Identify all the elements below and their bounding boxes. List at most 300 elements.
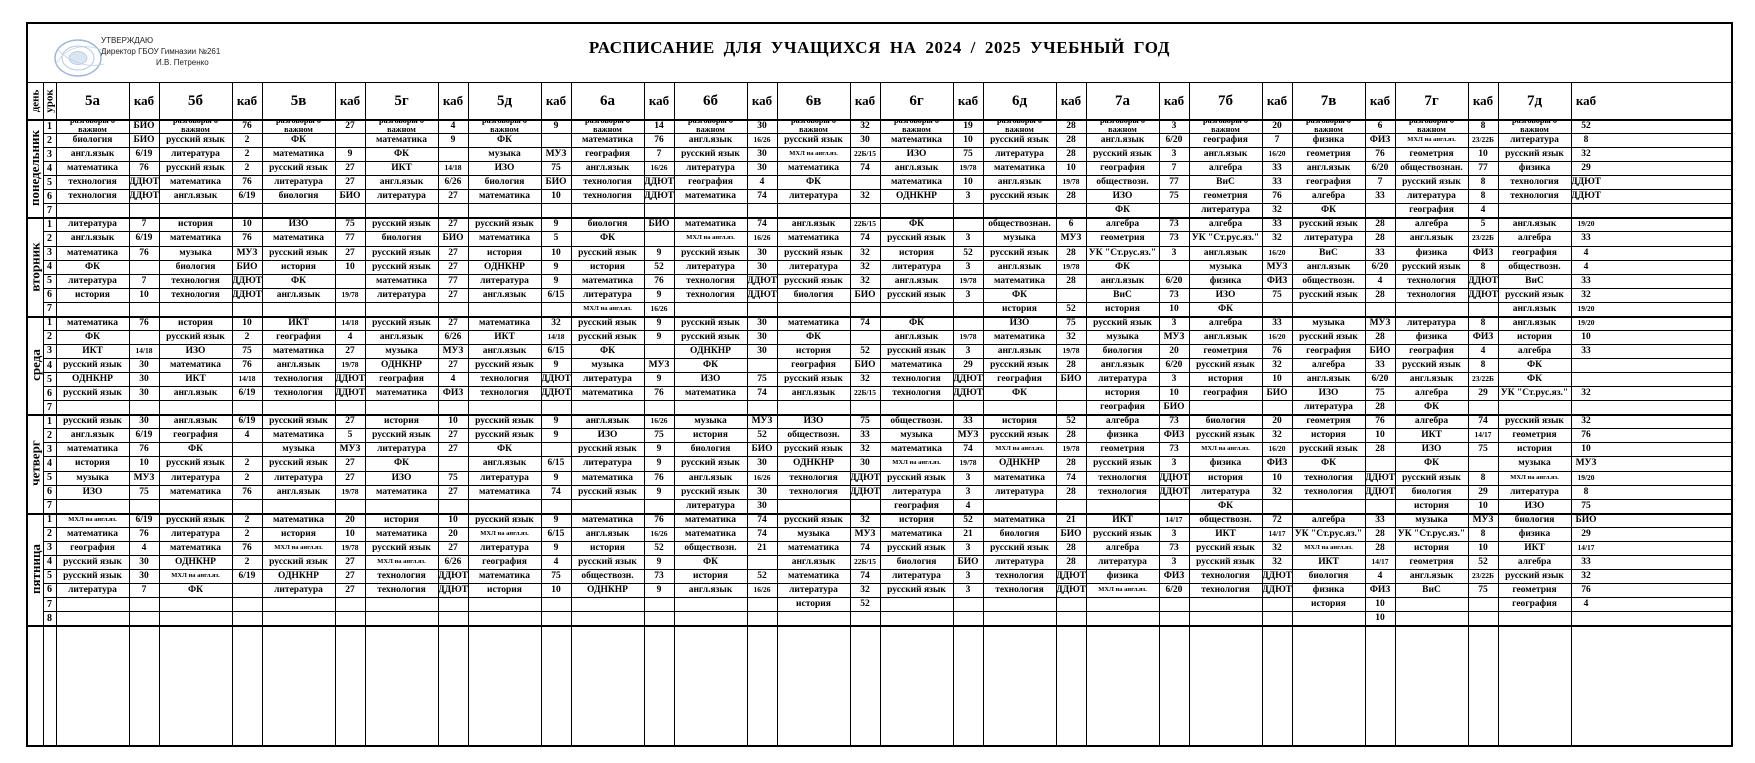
lesson-cabinet: 19/78 [959,458,977,468]
lesson-subject: история [1311,430,1346,441]
lesson-cabinet: 30 [139,374,149,385]
lesson-subject: русский язык [475,430,534,441]
lesson-cabinet: 73 [654,570,664,581]
lesson-cabinet: 10 [139,289,149,300]
lesson-cabinet: 23/22Б [1471,135,1495,145]
lesson-cabinet: 10 [448,416,458,427]
lesson-subject: англ.язык [894,275,939,286]
lesson-subject: ИЗО [1215,289,1236,300]
lesson-cabinet: 6 [1068,219,1074,230]
lesson-subject: музыка [1312,317,1345,328]
lesson-subject: русский язык [681,458,740,469]
lesson-subject: физика [1106,430,1139,441]
lesson-cabinet: 6/20 [1371,261,1389,272]
lesson-subject: англ.язык [894,163,939,174]
grid-hline [43,302,1731,303]
lesson-subject: англ.язык [70,430,115,441]
lesson-cabinet: 75 [1581,500,1591,511]
lesson-subject: ФК [908,219,925,230]
lesson-cabinet: ДДЮТ [232,289,262,300]
lesson-cabinet: 29 [1478,486,1488,497]
lesson-cabinet: 2 [244,528,250,539]
lesson-cabinet: 10 [345,261,355,272]
lesson-subject: литература [686,261,735,272]
lesson-cabinet: БИО [854,360,876,371]
class-header-7д: 7д [1526,92,1543,109]
lesson-cabinet: 76 [242,177,252,188]
lesson-subject: англ.язык [894,331,939,342]
lesson-cabinet: 33 [963,416,973,427]
lesson-cabinet: 76 [1272,345,1282,356]
lesson-subject: математика [273,149,324,160]
lesson-cabinet: 27 [448,430,458,441]
lesson-cabinet: 9 [656,556,662,567]
lesson-cabinet: 30 [757,345,767,356]
lesson-cabinet: 74 [860,233,870,244]
lesson-cabinet: 10 [1478,542,1488,553]
lesson-cabinet: 73 [1169,444,1179,455]
lesson-cabinet: БИО [1266,388,1288,399]
lesson-cabinet: 28 [1375,289,1385,300]
lesson-cabinet: 28 [1066,149,1076,160]
lesson-cabinet: 9 [656,289,662,300]
lesson-subject: география [1203,388,1248,399]
lesson-cabinet: 74 [1066,472,1076,483]
lesson-cabinet: 6/19 [135,430,153,441]
lesson-cabinet: 16/26 [650,528,668,538]
lesson-subject: разговоры о важном [791,119,836,134]
lesson-subject: разговоры о важном [894,119,939,134]
lesson-subject: алгебра [1414,388,1449,399]
lesson-subject: обществозн. [1199,514,1252,525]
lesson-subject: технология [274,388,323,399]
lesson-subject: русский язык [1196,360,1255,371]
lesson-subject: англ.язык [791,556,836,567]
lesson-subject: алгебра [1414,219,1449,230]
lesson-subject: ИЗО [185,345,206,356]
lesson-subject: ФК [702,360,719,371]
lesson-subject: русский язык [372,317,431,328]
lesson-cabinet: 30 [757,149,767,160]
lesson-subject: литература [171,472,220,483]
lesson-subject: математика [788,233,839,244]
lesson-cabinet: 4 [1480,345,1486,356]
day-label-5: пятница [27,543,43,594]
lesson-cabinet: 16/26 [650,303,668,313]
lesson-subject: математика [170,542,221,553]
lesson-cabinet: 14/18 [135,345,153,355]
lesson-cabinet: 10 [1272,374,1282,385]
schedule-table [28,83,1731,745]
lesson-cabinet: 32 [860,247,870,258]
lesson-cabinet: ДДЮТ [541,388,571,399]
lesson-subject: математика [994,472,1045,483]
lesson-subject: математика [994,163,1045,174]
lesson-cabinet: ФИЗ [1266,458,1288,469]
lesson-subject: литература [583,374,632,385]
lesson-cabinet: 7 [1377,177,1383,188]
lesson-cabinet: 10 [551,584,561,595]
lesson-cabinet: 75 [757,374,767,385]
lesson-subject: математика [788,570,839,581]
lesson-subject: МХЛ на англ.яз. [480,529,529,537]
lesson-cabinet: 76 [1272,191,1282,202]
lesson-subject: геометрия [1203,191,1248,202]
lesson-subject: музыка [900,430,933,441]
lesson-cabinet: ДДЮТ [1159,472,1189,483]
lesson-subject: ВиС [1319,247,1338,258]
lesson-cabinet: 20 [1272,121,1282,132]
day-label-3: среда [27,349,43,381]
lesson-cabinet: 9 [656,331,662,342]
lesson-cabinet: 9 [553,472,559,483]
lesson-cabinet: 7 [141,275,147,286]
lesson-cabinet: 33 [1272,317,1282,328]
lesson-cabinet: 3 [965,472,971,483]
lesson-subject: география [173,430,218,441]
lesson-cabinet: 19/20 [1577,303,1595,313]
lesson-cabinet: 4 [759,177,765,188]
lesson-cabinet: 29 [1478,388,1488,399]
lesson-cabinet: 27 [448,289,458,300]
lesson-subject: англ.язык [173,388,218,399]
lesson-subject: русский язык [681,247,740,258]
lesson-cabinet: 10 [448,514,458,525]
lesson-subject: ФК [1320,458,1337,469]
lesson-subject: ФК [84,261,101,272]
lesson-subject: история [178,219,213,230]
class-header-5г: 5г [394,92,409,109]
lesson-subject: технология [686,275,735,286]
lesson-number: 6 [47,486,52,498]
lesson-cabinet: 76 [654,514,664,525]
lesson-subject: русский язык [887,584,946,595]
lesson-subject: литература [377,444,426,455]
lesson-cabinet: 8 [1480,121,1486,132]
lesson-cabinet: 30 [139,360,149,371]
lesson-cabinet: 6/26 [444,177,462,188]
lesson-number: 3 [47,247,52,259]
lesson-cabinet: 6/19 [238,388,256,399]
lesson-subject: история [1414,500,1449,511]
lesson-cabinet: 6/26 [444,331,462,342]
lesson-subject: ФК [1114,261,1131,272]
lesson-subject: литература [1510,135,1559,146]
lesson-subject: ОДНКНР [896,191,937,202]
lesson-cabinet: 10 [139,458,149,469]
lesson-cabinet: 16/20 [1268,149,1286,159]
lesson-cabinet: 74 [860,542,870,553]
lesson-subject: МХЛ на англ.яз. [686,234,735,242]
lesson-subject: технология [171,275,220,286]
lesson-cabinet: 19/78 [1062,177,1080,187]
lesson-subject: русский язык [1196,556,1255,567]
lesson-number: 2 [47,528,52,540]
lesson-cabinet: 32 [860,514,870,525]
lesson-subject: математика [479,317,530,328]
lesson-cabinet: ДДЮТ [850,486,880,497]
cabinet-header: каб [133,93,155,108]
lesson-cabinet: 14/18 [238,374,256,384]
lesson-subject: математика [891,528,942,539]
lesson-cabinet: 9 [656,584,662,595]
lesson-cabinet: 75 [345,219,355,230]
lesson-cabinet: 27 [448,247,458,258]
lesson-subject: музыка [591,360,624,371]
lesson-subject: англ.язык [276,360,321,371]
lesson-cabinet: 9 [553,261,559,272]
lesson-cabinet: 30 [860,135,870,146]
lesson-subject: ФК [599,345,616,356]
lesson-subject: англ.язык [585,163,630,174]
lesson-cabinet: ДДЮТ [644,191,674,202]
lesson-subject: алгебра [1105,219,1140,230]
lesson-cabinet: 77 [345,233,355,244]
lesson-subject: русский язык [1402,261,1461,272]
lesson-cabinet: 10 [1581,331,1591,342]
lesson-subject: русский язык [372,219,431,230]
lesson-number: 3 [47,443,52,455]
lesson-subject: обществозн. [890,416,943,427]
lesson-cabinet: 7 [141,219,147,230]
lesson-cabinet: 30 [757,247,767,258]
lesson-subject: русский язык [578,486,637,497]
lesson-subject: ФК [1526,360,1543,371]
lesson-cabinet: 22Б/15 [853,556,877,566]
lesson-number: 7 [47,598,52,610]
lesson-cabinet: 74 [963,444,973,455]
lesson-cabinet: 75 [448,472,458,483]
lesson-cabinet: 6/15 [547,345,565,356]
lesson-cabinet: МУЗ [133,472,155,483]
lesson-subject: география [894,500,939,511]
lesson-cabinet: 4 [965,500,971,511]
lesson-subject: история [899,247,934,258]
lesson-subject: русский язык [63,556,122,567]
class-header-6г: 6г [909,92,924,109]
lesson-subject: литература [1201,486,1250,497]
lesson-cabinet: ДДЮТ [438,584,468,595]
lesson-subject: обществозн. [1508,261,1561,272]
lesson-subject: МХЛ на англ.яз. [789,150,838,158]
lesson-cabinet: 3 [965,289,971,300]
lesson-subject: МХЛ на англ.яз. [892,459,941,467]
lesson-cabinet: 14/17 [1268,528,1286,538]
lesson-subject: русский язык [63,416,122,427]
lesson-cabinet: МУЗ [1369,317,1391,328]
lesson-cabinet: 9 [656,374,662,385]
lesson-subject: англ.язык [1306,163,1351,174]
lesson-subject: ФК [1011,289,1028,300]
lesson-cabinet: 3 [965,233,971,244]
lesson-number: 1 [47,120,52,132]
lesson-cabinet: 9 [656,486,662,497]
lesson-cabinet: 16/20 [1268,331,1286,341]
lesson-subject: музыка [1415,514,1448,525]
lesson-subject: русский язык [887,289,946,300]
lesson-cabinet: БИО [545,177,567,188]
lesson-cabinet: 22Б/15 [853,219,877,229]
lesson-cabinet: 33 [1581,233,1591,244]
lesson-cabinet: 75 [139,486,149,497]
lesson-subject: литература [789,191,838,202]
lesson-subject: русский язык [887,542,946,553]
lesson-subject: география [1512,247,1557,258]
lesson-subject: англ.язык [1100,275,1145,286]
lesson-cabinet: ДДЮТ [232,275,262,286]
lesson-subject: технология [480,374,529,385]
lesson-subject: англ.язык [997,177,1042,188]
lesson-cabinet: 33 [860,430,870,441]
lesson-subject: разговоры о важном [173,119,218,134]
lesson-cabinet: 28 [1066,275,1076,286]
lesson-number: 2 [47,232,52,244]
lesson-cabinet: ФИЗ [1472,247,1494,258]
lesson-cabinet: МУЗ [1266,261,1288,272]
lesson-subject: русский язык [1196,430,1255,441]
lesson-subject: литература [377,191,426,202]
lesson-subject: англ.язык [379,177,424,188]
lesson-cabinet: 52 [1066,303,1076,314]
lesson-subject: биология [690,444,731,455]
lesson-subject: МХЛ на англ.яз. [171,571,220,579]
lesson-subject: русский язык [372,247,431,258]
day-label-2: вторник [27,242,43,292]
day-label-1: понедельник [27,130,43,207]
class-header-7в: 7в [1320,92,1337,109]
lesson-cabinet: 75 [1066,317,1076,328]
lesson-subject: литература [583,458,632,469]
lesson-cabinet: 32 [860,261,870,272]
lesson-subject: математика [170,486,221,497]
lesson-cabinet: 32 [860,121,870,132]
lesson-cabinet: 27 [345,570,355,581]
class-header-7а: 7а [1115,92,1130,109]
lesson-subject: физика [1312,135,1345,146]
lesson-subject: история [1311,599,1346,610]
lesson-subject: русский язык [887,233,946,244]
lesson-subject: история [281,261,316,272]
lesson-number: 6 [47,190,52,202]
lesson-subject: МХЛ на англ.яз. [68,515,117,523]
lesson-subject: биология [1514,514,1555,525]
lesson-cabinet: 33 [1272,177,1282,188]
lesson-subject: русский язык [784,374,843,385]
lesson-cabinet: 28 [1375,402,1385,413]
lesson-subject: русский язык [1402,472,1461,483]
lesson-cabinet: 32 [860,374,870,385]
lesson-subject: история [1105,388,1140,399]
lesson-subject: литература [789,261,838,272]
lesson-cabinet: 75 [1272,289,1282,300]
lesson-cabinet: 20 [345,514,355,525]
lesson-subject: технология [171,289,220,300]
lesson-subject: ФК [290,275,307,286]
lesson-cabinet: 9 [553,121,559,132]
lesson-cabinet: 27 [345,121,355,132]
lesson-number: 1 [47,317,52,329]
lesson-cabinet: 6/19 [238,191,256,202]
grid-hline [28,625,1731,627]
lesson-subject: музыка [1003,233,1036,244]
lesson-subject: ФК [290,135,307,146]
lesson-cabinet: 8 [1480,317,1486,328]
lesson-cabinet: 8 [1480,472,1486,483]
lesson-cabinet: 6/15 [547,289,565,300]
lesson-subject: математика [376,388,427,399]
day-label-4: четверг [27,440,43,487]
lesson-subject: математика [67,317,118,328]
lesson-subject: русский язык [166,331,225,342]
lesson-subject: англ.язык [482,458,527,469]
lesson-cabinet: 75 [551,163,561,174]
lesson-cabinet: 30 [139,556,149,567]
lesson-cabinet: 21 [963,528,973,539]
lesson-subject: литература [583,289,632,300]
lesson-cabinet: 9 [656,444,662,455]
lesson-subject: русский язык [784,275,843,286]
lesson-subject: математика [67,247,118,258]
lesson-subject: история [693,570,728,581]
lesson-cabinet: 52 [1581,121,1591,132]
lesson-subject: русский язык [372,261,431,272]
lesson-cabinet: 30 [757,317,767,328]
lesson-cabinet: 23/22Б [1471,233,1495,243]
lesson-subject: музыка [282,444,315,455]
lesson-subject: технология [1304,486,1353,497]
lesson-cabinet: МУЗ [1575,458,1597,469]
lesson-cabinet: МУЗ [1472,514,1494,525]
lesson-subject: русский язык [269,247,328,258]
lesson-cabinet: 75 [963,149,973,160]
lesson-cabinet: 27 [345,472,355,483]
class-header-5д: 5д [496,92,513,109]
lesson-subject: математика [994,331,1045,342]
lesson-subject: биология [278,191,319,202]
lesson-subject: алгебра [1105,542,1140,553]
lesson-cabinet: ДДЮТ [129,191,159,202]
lesson-cabinet: 75 [242,345,252,356]
lesson-cabinet: 28 [1066,458,1076,469]
lesson-cabinet: 33 [1581,556,1591,567]
lesson-cabinet: 28 [1066,121,1076,132]
lesson-subject: технология [892,374,941,385]
lesson-cabinet: 3 [1171,149,1177,160]
lesson-subject: русский язык [63,570,122,581]
lesson-subject: литература [480,472,529,483]
lesson-number: 3 [47,542,52,554]
lesson-cabinet: 28 [1066,542,1076,553]
lesson-subject: музыка [1106,331,1139,342]
lesson-subject: математика [788,163,839,174]
lesson-subject: математика [376,528,427,539]
lesson-subject: русский язык [475,514,534,525]
lesson-subject: литература [171,149,220,160]
lesson-cabinet: 73 [1169,219,1179,230]
lesson-cabinet: ДДЮТ [747,289,777,300]
lesson-cabinet: МУЗ [1060,233,1082,244]
lesson-subject: литература [1098,374,1147,385]
lesson-cabinet: ДДЮТ [1365,472,1395,483]
lesson-subject: МХЛ на англ.яз. [1304,543,1353,551]
lesson-cabinet: 10 [551,247,561,258]
lesson-subject: алгебра [1311,191,1346,202]
lesson-subject: физика [1312,584,1345,595]
lesson-cabinet: 9 [553,430,559,441]
lesson-subject: геометрия [1306,149,1351,160]
lesson-cabinet: 30 [139,388,149,399]
lesson-cabinet: 74 [757,388,767,399]
